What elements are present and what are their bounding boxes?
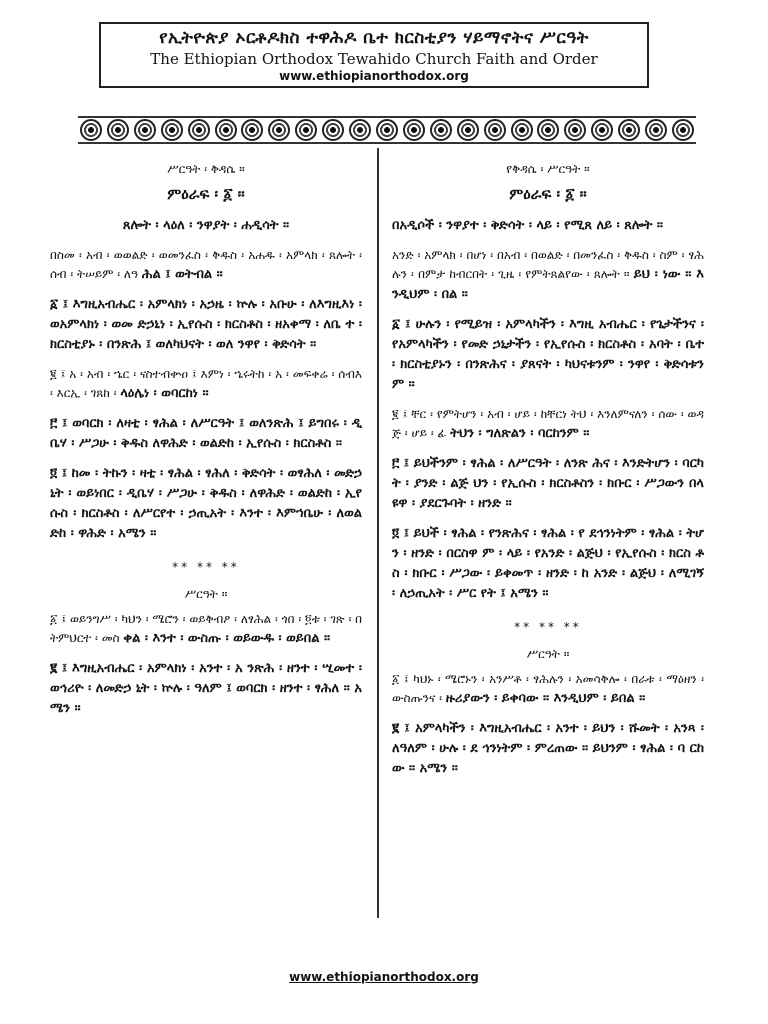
right-verse-2: ፪ ፤ ቸር ፡ የምትሆን ፡ አብ ፡ ሆይ ፡ ከቸርነ ትህ ፡ እንለምናለን ፡ ሰው ፡ ወዳጅ ፡ ሆይ ፡ ፊ ትህን ፡ ግለጽልን ፡ ባርከንም ። [392,407,704,441]
left-order-heading: ሥርዓት ። [184,587,228,601]
ornament-icon [80,119,102,141]
ornament-icon [107,119,129,141]
left-separator: ** ** ** [172,560,240,574]
ornament-icon [403,119,425,141]
ornament-icon [188,119,210,141]
ornament-icon [268,119,290,141]
ornament-icon [349,119,371,141]
left-verse-3: ፫ ፤ ወባርክ ፡ ለዛቲ ፡ ፃሕል ፡ ለሥርዓት ፤ ወለንጽሕ ፤ ይግበሩ ፡ ዲቤሃ ፡ ሥጋሁ ፡ ቅዱስ ለዋሕድ ፡ ወልድከ ፡ ኢየሱስ ፡ ክርስቶስ ። [50,416,362,451]
right-order-heading: ሥርዓት ። [526,647,570,661]
ornament-icon [322,119,344,141]
footer-url[interactable]: www.ethiopianorthodox.org [289,970,479,984]
amharic-column [392,160,704,789]
ornament-icon [241,119,263,141]
ornament-icon [618,119,640,141]
ornament-icon [645,119,667,141]
right-verse-5: ፪ ፤ አምላካችን ፡ እግዚአብሔር ፡ አንተ ፡ ይህን ፡ ሹመት ፡ አንጻ ፡ ለዓለም ፡ ሁሉ ፡ ደ ኅንነትም ፡ ምረጠው ። ይህንም ፡ ፃሕል ፡ ባ ርከው ። አሜን ። [392,721,704,776]
right-rubric: ፩ ፤ ካህኑ ፡ ሜሮኑን ፡ አንሥቶ ፡ ፃሕሉን ፡ አመሳቅሎ ፡ በራቱ ፡ ማዕዘን ፡ ውስጡንና ፡ ዙሪያውን ፡ ይቀባው ። እንዲህም ፡ ይበል ። [392,672,704,706]
left-paragraph: በስመ ፡ አብ ፡ ወወልድ ፡ ወመንፈስ ፡ ቅዱስ ፡ አሐዱ ፡ አምላክ ፡ ጸሎት ፡ ሰብ ፡ ትሠይም ፡ ለዓ ሕል ፤ ወትብል ። [50,248,362,282]
left-verse-2: ፪ ፤ አ ፡ አብ ፡ ኄር ፡ ናስተብቍዐ ፤ እምነ ፡ ኄሩትከ ፡ አ ፡ መፍቀሬ ፡ ሰብእ ፡ እርኢ ፡ ገጸከ ፡ ላዕሌነ ፡ ወባርከነ ። [50,367,362,401]
right-verse-3: ፫ ፤ ይህችንም ፡ ፃሕል ፡ ለሥርዓት ፡ ለንጽ ሕና ፡ እንድትሆን ፡ ባርካት ፡ ያንድ ፡ ልጅ ህን ፡ የኢሱስ ፡ ክርስቶስን ፡ ክቡር ፡ ሥጋውን በላዩዋ ፡ ያደርጉባት ፡ ዘንድ ። [392,456,704,511]
ornament-icon [457,119,479,141]
ornament-icon [564,119,586,141]
left-rubric: ፩ ፤ ወይንግሥ ፡ ካህን ፡ ሜሮን ፡ ወይቅብዖ ፡ ለፃሕል ፡ ጎበ ፡ ፬ቱ ፡ ገጽ ፡ በትምህርተ ፡ መስ ቀል ፡ እንተ ፡ ውስጡ ፡ ወይውዱ ፡ ወይበል ። [50,612,362,646]
ornament-icon [376,119,398,141]
left-section-label: ሥርዓት ፡ ቅዳሴ ። [167,162,245,176]
left-verse-5: ፪ ፤ እግዚአብሔር ፡ አምላክነ ፡ አንተ ፡ አ ንጽሕ ፡ ዘንተ ፡ ሢመተ ፡ ወኅሪዮ ፡ ለመድኃ ኒት ፡ ኵሉ ፡ ዓለም ፤ ወባርክ ፡ ዘንተ ፡ ፃሕለ ። አሜን ። [50,661,362,716]
column-divider [377,148,379,918]
right-separator: ** ** ** [514,620,582,634]
header-amharic-title: የኢትዮጵያ ኦርቶዶክስ ተዋሕዶ ቤተ ክርስቲያን ሃይማኖትና ሥርዓት [159,28,589,48]
right-section-label: የቅዳሴ ፡ ሥርዓት ። [506,162,590,176]
ornament-icon [161,119,183,141]
ornament-icon [484,119,506,141]
ornament-icon [430,119,452,141]
left-verse-4: ፬ ፤ ከመ ፡ ትኩን ፡ ዛቲ ፡ ፃሕል ፡ ፃሕለ ፡ ቅድሳት ፡ ወፃሕለ ፡ መድኃኒት ፡ ወይነበር ፡ ዲቤሃ ፡ ሥጋሁ ፡ ቅዱስ ፡ ለዋሕድ ፡ ወልድከ ፡ ኢየሱስ ፡ ክርስቶስ ፡ ለሥርየተ ፡ ኃጢአት ፡ እንተ ፡ እምኀቤሁ ፡ ለወልድከ ፡ ዋሕድ ፡ አሜን ። [50,466,362,541]
left-verse-1: ፩ ፤ እግዚአብሔር ፡ አምላክነ ፡ አኃዜ ፡ ኵሉ ፡ አቡሁ ፡ ለእግዚእነ ፡ ወአምላክነ ፡ ወመ ድኃኒነ ፡ ኢየሱስ ፡ ክርስቶስ ፡ ዘአቀማ ፡ ለቤ ተ ፡ ክርስቲያኑ ፡ በንጽሕ ፤ ወለካህናት ፡ ወለ ንዋየ ፡ ቅድሳት ። [50,297,362,352]
ornament-band [78,116,696,144]
ornament-icon [672,119,694,141]
header-english-title: The Ethiopian Orthodox Tewahido Church Faith and Order [150,50,598,68]
header-box [99,22,649,88]
ornament-icon [134,119,156,141]
right-prayer-title: በአዲሶች ፡ ንዋያተ ፡ ቅድሳት ፡ ላይ ፡ የሚጸ ለይ ፡ ጸሎት ። [392,218,663,233]
geez-column [50,160,362,729]
right-chapter-heading: ምዕራፍ ፡ ፩ ። [509,185,587,203]
ornament-icon [511,119,533,141]
right-verse-4: ፬ ፤ ይህች ፡ ፃሕል ፡ የንጽሕና ፡ ፃሕል ፡ የ ደኅንነትም ፡ ፃሕል ፡ ትሆን ፡ ዘንድ ፡ በርስዋ ም ፡ ላይ ፡ የአንድ ፡ ልጅህ ፡ የኢየሱስ ፡ ክርስ ቶስ ፡ ክቡር ፡ ሥጋው ፡ ይቀመጥ ፡ ዘንድ ፡ ከ አንድ ፡ ልጅህ ፡ ለሚገኝ ፡ ለኃጢአት ፡ ሥር የት ፤ አሜን ። [392,526,704,601]
ornament-icon [295,119,317,141]
right-paragraph: አንድ ፡ አምላክ ፡ በሆነ ፡ በአብ ፡ በወልድ ፡ በመንፈስ ፡ ቅዱስ ፡ ስም ፡ ፃሕሉን ፡ በምታ ከብርበት ፡ ጊዜ ፡ የምትጸልየው ፡ ጸሎት ። ይህ ፡ ነው ። እንዲህም ፡ በል ። [392,248,704,302]
ornament-icon [591,119,613,141]
left-chapter-heading: ምዕራፍ ፡ ፩ ። [167,185,245,203]
header-url: www.ethiopianorthodox.org [279,69,469,83]
right-verse-1: ፩ ፤ ሁሉን ፡ የሚይዝ ፡ አምላካችን ፡ እግዚ አብሔር ፡ የጌታችንና ፡ የአምላካችን ፡ የመድ ኃኒታችን ፡ የኢየሱስ ፡ ክርስቶስ ፡ አባት ፡ ቤተ ፡ ክርስቲያኑን ፡ በንጽሕና ፡ ያጸናት ፡ ካህናቱንም ፡ ንዋየ ፡ ቅድሳቱንም ። [392,317,704,392]
ornament-icon [537,119,559,141]
left-prayer-title: ጸሎት ፡ ላዕለ ፡ ንዋያት ፡ ሐዲሳት ። [122,218,290,233]
ornament-icon [215,119,237,141]
